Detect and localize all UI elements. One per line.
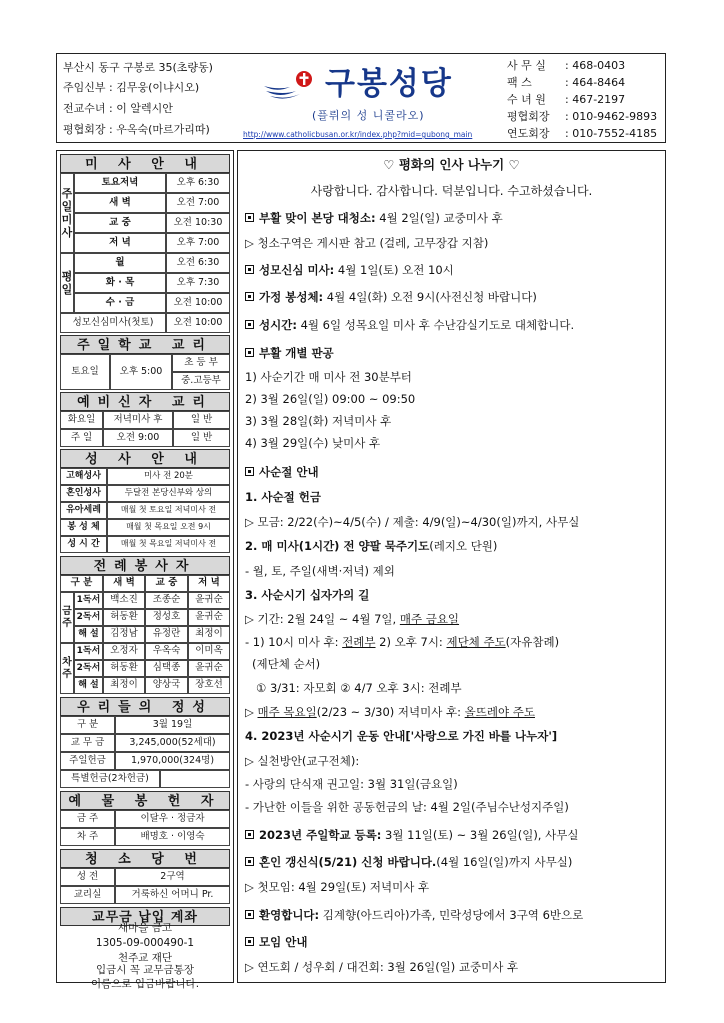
offering-amount: 3,245,000(52세대) [115, 734, 230, 752]
server-name: 최정이 [188, 626, 230, 643]
catechumen-group: 일 반 [173, 411, 230, 429]
servers-title: 전례봉사자 [60, 556, 230, 575]
catechumen-time: 오전 9:00 [103, 429, 173, 447]
account-note: 입금시 꼭 교무금통장 [96, 964, 194, 976]
mass-time: 오전 7:00 [166, 193, 230, 213]
server-name: 최정이 [103, 677, 145, 694]
bullet-icon [245, 467, 254, 476]
way-of-cross-times: - 1) 10시 미사 후: 전례부 2) 오후 7시: 제단체 주도(자유참례) [245, 635, 560, 649]
sacrament-name: 유아세례 [60, 502, 107, 519]
parish-subtitle: (플뤼의 성 니콜라오) [312, 109, 425, 122]
server-name: 우옥숙 [145, 643, 188, 660]
servers-role: 1독서 [74, 592, 103, 609]
campaign-item: - 사랑의 단식재 권고일: 3월 31일(금요일) [245, 777, 458, 791]
way-of-cross-schedule: ① 3/31: 자모회 ② 4/7 오후 3시: 전례부 [256, 681, 462, 695]
mass-name: 교 중 [74, 213, 166, 233]
notice-confession: 부활 개별 판공 [245, 346, 334, 360]
notice-holy-hour: 성시간: 4월 6일 성목요일 미사 후 수난감실기도로 대체합니다. [245, 318, 574, 332]
cleaning-place: 성 전 [60, 868, 115, 886]
offering-date: 3월 19일 [115, 716, 230, 734]
notice-sunday-school: 2023년 주일학교 등록: 3월 11일(토) ~ 3월 26일(일), 사무실 [245, 828, 578, 842]
server-name: 이미옥 [188, 643, 230, 660]
mass-time: 오전 6:30 [166, 253, 230, 273]
catechumen-group: 일 반 [173, 429, 230, 447]
bulletin-page [56, 53, 666, 990]
server-name: 양상국 [145, 677, 188, 694]
way-of-cross-thursday: ▷ 매주 목요일(2/23 ~ 3/30) 저녁미사 후: 올뜨레야 주도 [245, 705, 535, 719]
servers-head: 저 녁 [188, 575, 230, 592]
server-name: 정성호 [145, 609, 188, 626]
contact-yeondo: 연도회장 : 010-7552-4185 [507, 127, 658, 140]
flowers-week: 차 주 [60, 828, 115, 846]
sacrament-name: 고해성사 [60, 468, 107, 485]
server-name: 윤귀순 [188, 609, 230, 626]
servers-role: 1독서 [74, 643, 103, 660]
catechumen-title: 예비신자 교리 [60, 392, 230, 411]
greeting-text: 사랑합니다. 감사합니다. 덕분입니다. 수고하셨습니다. [310, 184, 593, 198]
bullet-icon [245, 348, 254, 357]
way-of-cross-period: ▷ 기간: 2월 24일 ~ 4월 7일, 매주 금요일 [245, 612, 460, 626]
lent-campaign: 4. 2023년 사순시기 운동 안내['사랑으로 가진 바를 나누자'] [245, 729, 558, 743]
meetings-detail: ▷ 연도회 / 성우회 / 대건회: 3월 26일(일) 교중미사 후 [245, 960, 519, 974]
servers-head: 교 중 [145, 575, 188, 592]
address: 부산시 동구 구봉로 35(초량동) [63, 61, 213, 74]
sunday-school-title: 주일학교 교리 [60, 335, 230, 354]
sacrament-info: 미사 전 20분 [107, 468, 230, 485]
confession-item: 3) 3월 28일(화) 저녁미사 후 [245, 414, 392, 428]
sunday-school-time: 오후 5:00 [110, 354, 172, 390]
servers-head: 새 벽 [103, 575, 145, 592]
weekend-label: 주일미사 [60, 173, 74, 253]
sacrament-name: 성 시 간 [60, 536, 107, 553]
confession-item: 2) 3월 26일(일) 09:00 ~ 09:50 [245, 392, 416, 406]
server-name: 허동환 [103, 609, 145, 626]
campaign-item: - 가난한 이들을 위한 공동헌금의 날: 4월 2일(주님수난성지주일) [245, 800, 569, 814]
greeting-title: ♡ 평화의 인사 나누기 ♡ [383, 157, 520, 172]
marriage-renewal-detail: ▷ 첫모임: 4월 29일(토) 저녁미사 후 [245, 880, 430, 894]
special-mass-time: 오전 10:00 [166, 313, 230, 333]
sacrament-info: 매월 첫 목요일 오전 9시 [107, 519, 230, 536]
bullet-icon [245, 292, 254, 301]
mass-time: 오전 10:30 [166, 213, 230, 233]
special-mass-name: 성모신심미사(첫토) [60, 313, 166, 333]
notice-cleaning-detail: ▷ 청소구역은 게시판 참고 (걸레, 고무장갑 지참) [245, 236, 489, 250]
notice-marian-mass: 성모신심 미사: 4월 1일(토) 오전 10시 [245, 263, 454, 277]
mass-name: 월 [74, 253, 166, 273]
cleaning-team: 2구역 [115, 868, 230, 886]
lent-rosary: 2. 매 미사(1시간) 전 양팔 묵주기도(레지오 단원) [245, 539, 498, 553]
server-name: 오정자 [103, 643, 145, 660]
council-president: 평협회장 : 우옥숙(마르가리따) [63, 123, 210, 136]
offering-amount [160, 770, 230, 788]
server-name: 백소진 [103, 592, 145, 609]
catechumen-time: 저녁미사 후 [103, 411, 173, 429]
lent-offering-detail: ▷ 모금: 2/22(수)~4/5(수) / 제출: 4/9(일)~4/30(일)까지, 사무실 [245, 515, 580, 529]
lent-rosary-detail: - 월, 토, 주일(새벽·저녁) 제외 [245, 564, 395, 578]
servers-role: 2독서 [74, 609, 103, 626]
server-name: 윤귀순 [188, 592, 230, 609]
confession-item: 4) 3월 29일(수) 낮미사 후 [245, 436, 381, 450]
way-of-cross-title: 3. 사순시기 십자가의 길 [245, 588, 370, 602]
bullet-icon [245, 265, 254, 274]
servers-group-next-week: 차주 [60, 643, 74, 694]
main-content [237, 150, 666, 983]
account-note: 이름으로 입금바랍니다. [90, 978, 200, 990]
bullet-icon [245, 830, 254, 839]
offering-amount: 1,970,000(324명) [115, 752, 230, 770]
offering-label: 교 무 금 [60, 734, 115, 752]
sacraments-title: 성 사 안 내 [60, 449, 230, 468]
confession-item: 1) 사순기간 매 미사 전 30분부터 [245, 370, 412, 384]
notice-cleaning: 부활 맞이 본당 대청소: 4월 2일(일) 교중미사 후 [245, 211, 503, 225]
sunday-school-group: 중.고등부 [172, 372, 230, 390]
flowers-names: 이달우 · 정금자 [115, 810, 230, 828]
offering-head: 구 분 [60, 716, 115, 734]
sacrament-info: 두달전 본당신부와 상의 [107, 485, 230, 502]
campaign-item: ▷ 실천방안(교구전체): [245, 754, 360, 768]
notice-lent: 사순절 안내 [245, 465, 319, 479]
servers-role: 2독서 [74, 660, 103, 677]
server-name: 심택종 [145, 660, 188, 677]
weekday-label: 평일 [60, 253, 74, 313]
mass-time: 오후 7:30 [166, 273, 230, 293]
sunday-school-day: 토요일 [60, 354, 110, 390]
server-name: 조종순 [145, 592, 188, 609]
contact-fax: 팩 스 : 464-8464 [507, 76, 626, 89]
sunday-school-group: 초 등 부 [172, 354, 230, 372]
header [56, 53, 666, 143]
mass-time: 오후 6:30 [166, 173, 230, 193]
mass-schedule-title: 미 사 안 내 [60, 154, 230, 173]
parish-logo-icon [262, 69, 322, 101]
contact-convent: 수 녀 원 : 467-2197 [507, 93, 626, 106]
sister: 전교수녀 : 이 알렉시안 [63, 102, 173, 115]
mass-name: 토요저녁 [74, 173, 166, 193]
server-name: 윤귀순 [188, 660, 230, 677]
notice-home-communion: 가정 봉성체: 4월 4일(화) 오전 9시(사전신청 바랍니다) [245, 290, 537, 304]
catechumen-day: 화요일 [60, 411, 103, 429]
cleaning-title: 청 소 당 번 [60, 849, 230, 868]
mass-name: 수 · 금 [74, 293, 166, 313]
flowers-week: 금 주 [60, 810, 115, 828]
offering-label: 주일헌금 [60, 752, 115, 770]
offering-title: 우리들의 정성 [60, 697, 230, 716]
mass-time: 오후 7:00 [166, 233, 230, 253]
server-name: 김정남 [103, 626, 145, 643]
account-number: 1305-09-000490-1 [95, 937, 195, 949]
account-title: 교무금 납입 계좌 [60, 907, 230, 926]
server-name: 장호선 [188, 677, 230, 694]
notice-meetings: 모임 안내 [245, 935, 307, 949]
account-bank: 새마을 금고 [117, 922, 173, 934]
notice-marriage-renewal: 혼인 갱신식(5/21) 신청 바랍니다.(4월 16일(일)까지 사무실) [245, 855, 572, 869]
mass-name: 화 · 목 [74, 273, 166, 293]
sacrament-name: 봉 성 체 [60, 519, 107, 536]
account-holder: 천주교 재단 [117, 952, 173, 964]
pastor: 주임신부 : 김무웅(이냐시오) [63, 81, 200, 94]
lent-offering-title: 1. 사순절 헌금 [245, 490, 321, 504]
servers-role: 해 설 [74, 677, 103, 694]
flowers-names: 배명호 · 이영숙 [115, 828, 230, 846]
sacrament-info: 매월 첫 목요일 저녁미사 전 [107, 536, 230, 553]
servers-head: 구 분 [60, 575, 103, 592]
contact-council: 평협회장 : 010-9462-9893 [507, 110, 658, 123]
servers-group-this-week: 금주 [60, 592, 74, 643]
sacrament-name: 혼인성사 [60, 485, 107, 502]
servers-role: 해 설 [74, 626, 103, 643]
bullet-icon [245, 937, 254, 946]
server-name: 유정란 [145, 626, 188, 643]
bullet-icon [245, 857, 254, 866]
mass-time: 오전 10:00 [166, 293, 230, 313]
bullet-icon [245, 213, 254, 222]
mass-name: 저 녁 [74, 233, 166, 253]
notice-welcome: 환영합니다: 김계향(아드리아)가족, 민락성당에서 3구역 6반으로 [245, 908, 583, 922]
contact-office: 사 무 실 : 468-0403 [507, 59, 626, 72]
cleaning-team: 거룩하신 어머니 Pr. [115, 886, 230, 904]
parish-url-link[interactable]: http://www.catholicbusan.or.kr/index.php?mid=gubong_main [243, 130, 473, 139]
way-of-cross-order: (제단체 순서) [252, 657, 321, 671]
bullet-icon [245, 320, 254, 329]
flowers-title: 예 물 봉 헌 자 [60, 791, 230, 810]
catechumen-day: 주 일 [60, 429, 103, 447]
bullet-icon [245, 910, 254, 919]
sacrament-info: 매월 첫 토요일 저녁미사 전 [107, 502, 230, 519]
mass-name: 새 벽 [74, 193, 166, 213]
cleaning-place: 교리실 [60, 886, 115, 904]
server-name: 허동환 [103, 660, 145, 677]
offering-label: 특별헌금(2차헌금) [60, 770, 160, 788]
sidebar [56, 150, 234, 990]
parish-title: 구봉성당 [325, 66, 453, 102]
